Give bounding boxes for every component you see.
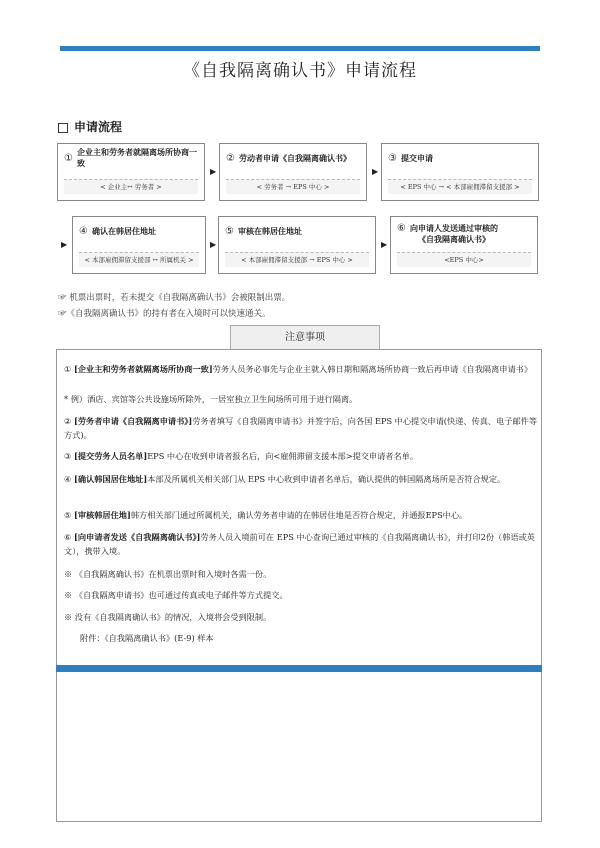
process-step-4 [72, 216, 206, 274]
item-text: ※ 没有《自我隔离确认书》的情况，入境将会受到限制。 [64, 612, 272, 622]
notice-item-6 [64, 530, 538, 558]
step-header [220, 144, 366, 172]
item-text: 劳务人员务必事先与企业主就入韩日期和隔离场所协商一致后再申请《自我隔离申请书》 [212, 364, 533, 374]
item-text: ※ 《自我隔离申请书》也可通过传真或电子邮件等方式提交。 [64, 590, 288, 600]
step-title: 确认在韩居住地址 [91, 226, 156, 236]
step-number: ⑥ [397, 223, 406, 234]
item-bold: [确认韩国居住地址] [73, 474, 148, 484]
arrow-right-icon: ▶ [210, 167, 217, 176]
item-bold: [审核韩居住地] [73, 510, 131, 520]
item-text: EPS 中心在收到申请者报名后，向<雇佣滞留支援本部>提交申请者名单。 [147, 451, 419, 461]
item-bold: [劳务者申请《自我隔离申请书》] [73, 416, 193, 426]
step-number: ③ [388, 152, 397, 164]
step-number: ② [226, 152, 235, 164]
arrow-right-icon: ▶ [61, 240, 68, 249]
step-number: ① [64, 152, 73, 164]
arrow-right-icon: ▶ [210, 240, 217, 249]
step-number: ④ [79, 225, 88, 237]
bottom-accent-bar [56, 665, 542, 672]
process-step-5 [218, 216, 376, 274]
item-bold: [提交劳务人员名单] [73, 451, 148, 461]
arrow-right-icon: ▶ [372, 167, 379, 176]
notice-remark-3 [64, 610, 538, 624]
item-bold: [向申请者发送《自我隔离确认书》] [73, 532, 201, 542]
note-customs: ☞《自我隔离确认书》的持有者在入境时可以快速通关。 [58, 309, 271, 319]
checkbox-square-icon [58, 123, 68, 133]
item-lead: ⑤ [64, 510, 74, 520]
step-actors: < 企业主↔ 劳务者 > [64, 179, 198, 194]
step-number: ⑤ [225, 225, 234, 237]
item-text: 附件：《自我隔离确认书》(E-9) 样本 [80, 633, 214, 643]
arrow-right-icon: ▶ [381, 240, 388, 249]
top-accent-bar [60, 46, 540, 51]
step-header [219, 217, 375, 245]
step-title: 提交申请 [400, 153, 433, 163]
item-text: 劳务者填写《自我隔离申请书》并签字后，向各国 EPS 中心提交申请(快递、传真、电子邮件等方式)。 [64, 416, 538, 440]
section-heading [58, 118, 122, 135]
step-title: 企业主和劳务者就隔离场所协商一致 [76, 148, 197, 168]
section-title: 申请流程 [74, 120, 123, 134]
notice-item-3 [64, 449, 538, 463]
notice-tab: 注意事项 [230, 325, 380, 349]
process-step-1 [57, 143, 205, 201]
note-ticket: ☞ 机票出票时，若未提交《自我隔离确认书》会被限制出票。 [58, 293, 291, 303]
step-header [73, 217, 205, 245]
step-title: 审核在韩居住地址 [237, 226, 302, 236]
step-title: 向申请人发送通过审核的 [409, 224, 498, 233]
step-header [391, 217, 537, 251]
item-bold: [企业主和劳务者就隔离场所协商一致] [73, 364, 213, 374]
notice-item-example [64, 392, 538, 406]
notice-item-1 [64, 362, 538, 376]
lower-empty-box [56, 672, 542, 822]
step-title: 劳动者申请《自我隔离确认书》 [238, 153, 351, 163]
item-lead: ⑥ [64, 532, 74, 542]
item-text: ※ 《自我隔离确认书》在机票出票时和入境时各需一份。 [64, 569, 272, 579]
step-actors: < EPS 中心 → < 本部雇佣滞留支援部 > [388, 179, 532, 194]
item-lead: ③ [64, 451, 74, 461]
item-text: 劳务人员入境前可在 EPS 中心查询已通过审核的《自我隔离确认书》，并打印2份（韩语或英文），携带入境。 [64, 532, 535, 556]
step-title-line2: 《自我隔离确认书》 [417, 235, 490, 244]
process-step-3 [381, 143, 539, 201]
item-lead: ② [64, 416, 74, 426]
process-step-2 [219, 143, 367, 201]
notice-attachment [80, 631, 554, 645]
process-step-6 [390, 216, 538, 274]
notice-remark-2 [64, 588, 538, 602]
step-actors: < 劳务者 → EPS 中心 > [226, 179, 360, 194]
step-header [382, 144, 538, 172]
item-lead: ① [64, 364, 74, 374]
notice-remark-1 [64, 567, 538, 581]
step-actors: < 本部雇佣滞留支援部 ↔ 所属机关 > [79, 252, 199, 267]
step-header [58, 144, 204, 172]
step-actors: <EPS 中心> [397, 252, 531, 267]
notice-item-2 [64, 414, 538, 442]
step-actors: < 本部雇佣滞留支援部 → EPS 中心 > [225, 252, 369, 267]
item-lead: ④ [64, 474, 74, 484]
notice-item-4 [64, 472, 538, 486]
item-text: 本部及所属机关相关部门从 EPS 中心收到申请者名单后，确认提供的韩国隔离场所是否符合规定。 [147, 474, 506, 484]
notice-item-5 [64, 508, 538, 522]
item-text: 韩方相关部门通过所属机关，确认劳务者申请的在韩居住地是否符合规定，并通报EPS中心。 [130, 510, 468, 520]
page-title: 《自我隔离确认书》申请流程 [183, 61, 417, 81]
item-text: * 例）酒店、宾馆等公共设施场所除外，一居室独立卫生间场所可用于进行隔离。 [64, 394, 358, 404]
